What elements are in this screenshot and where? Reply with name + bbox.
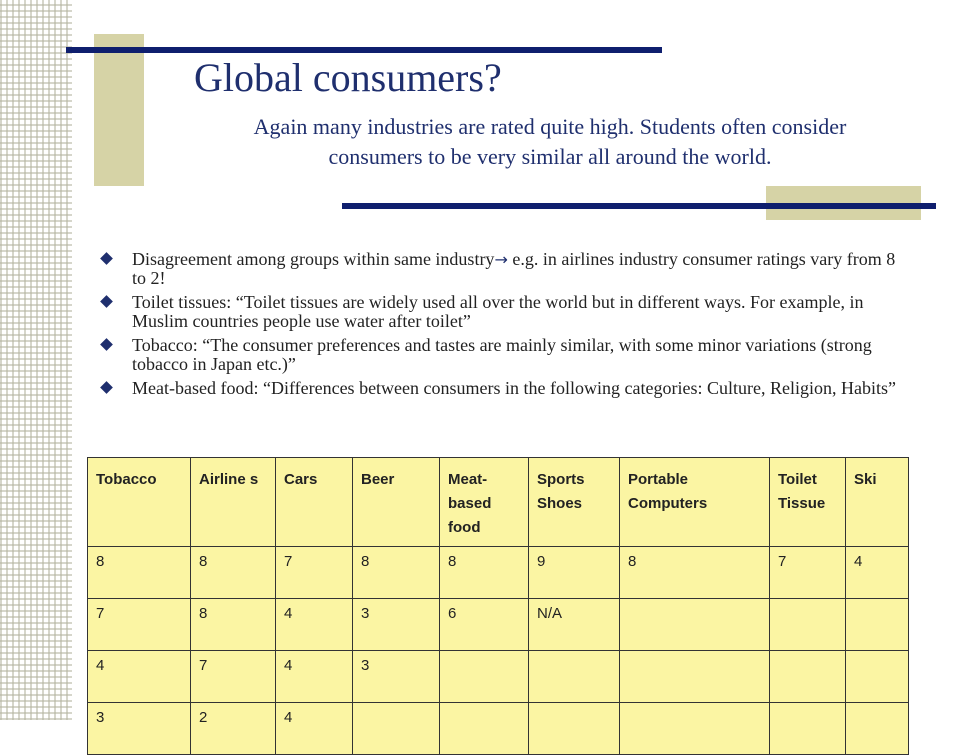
table-row: [88, 599, 909, 651]
bullet-text: Disagreement among groups within same industry: [132, 249, 495, 269]
bullet-item: [100, 336, 905, 374]
slide-title: Global consumers?: [194, 55, 502, 100]
table-cell: [770, 703, 846, 755]
slide-subtitle: Again many industries are rated quite high. Students often consider consumers to be very similar all around the world.: [253, 114, 847, 169]
column-header: Airline s: [191, 458, 276, 547]
table-row: [88, 547, 909, 599]
diamond-bullet-icon: [100, 338, 113, 351]
column-header: Beer: [353, 458, 440, 547]
table-cell: 3: [353, 599, 440, 651]
table-cell: [440, 651, 529, 703]
table-cell: N/A: [529, 599, 620, 651]
table-cell: 6: [440, 599, 529, 651]
table-cell: 4: [276, 703, 353, 755]
column-header: Ski: [846, 458, 909, 547]
table-cell: [620, 703, 770, 755]
table-row: [88, 651, 909, 703]
table-header-row: [88, 458, 909, 547]
bullet-item: [100, 379, 905, 398]
table-cell: 8: [191, 599, 276, 651]
table-cell: 8: [191, 547, 276, 599]
bullet-text: Toilet tissues: “Toilet tissues are widely used all over the world but in different ways. For example, in Muslim countries people use water after toilet”: [132, 292, 864, 331]
bullet-item: [100, 250, 905, 288]
table-cell: 3: [88, 703, 191, 755]
table-cell: 9: [529, 547, 620, 599]
table-cell: [529, 651, 620, 703]
column-header: Sports Shoes: [529, 458, 620, 547]
table-cell: 4: [276, 651, 353, 703]
bullet-text: Tobacco: “The consumer preferences and tastes are mainly similar, with some minor variations (strong tobacco in Japan etc.)”: [132, 335, 872, 374]
diamond-bullet-icon: [100, 295, 113, 308]
table-cell: [846, 599, 909, 651]
table-cell: 8: [353, 547, 440, 599]
bullet-text: e.g. in airlines industry consumer ratings vary from 8 to 2!: [132, 249, 896, 288]
diamond-bullet-icon: [100, 252, 113, 265]
table-cell: [770, 599, 846, 651]
table-cell: [620, 651, 770, 703]
table-cell: 7: [276, 547, 353, 599]
left-decorative-pattern: [0, 0, 72, 720]
column-header: Meat-based food: [440, 458, 529, 547]
table-cell: [440, 703, 529, 755]
table-cell: [846, 651, 909, 703]
table-cell: 7: [191, 651, 276, 703]
bullet-list: [100, 250, 905, 403]
table-cell: [620, 599, 770, 651]
column-header: Tobacco: [88, 458, 191, 547]
right-arrow-icon: →: [494, 250, 508, 269]
decorative-line-bottom: [342, 203, 936, 209]
table-cell: [770, 651, 846, 703]
table-cell: 4: [276, 599, 353, 651]
ratings-table: [87, 457, 909, 755]
table-cell: 4: [846, 547, 909, 599]
column-header: Cars: [276, 458, 353, 547]
decorative-bar-left: [94, 34, 144, 186]
table-cell: 7: [770, 547, 846, 599]
column-header: Toilet Tissue: [770, 458, 846, 547]
table-cell: 7: [88, 599, 191, 651]
column-header: Portable Computers: [620, 458, 770, 547]
table-row: [88, 703, 909, 755]
table-cell: [846, 703, 909, 755]
table-cell: 8: [88, 547, 191, 599]
table-cell: 2: [191, 703, 276, 755]
table-cell: [529, 703, 620, 755]
decorative-line-top: [66, 47, 662, 53]
table-cell: 3: [353, 651, 440, 703]
bullet-text: Meat-based food: “Differences between consumers in the following categories: Culture, Religion, Habits”: [132, 378, 896, 398]
table-cell: 4: [88, 651, 191, 703]
table-cell: [353, 703, 440, 755]
table-cell: 8: [620, 547, 770, 599]
bullet-item: [100, 293, 905, 331]
table-cell: 8: [440, 547, 529, 599]
diamond-bullet-icon: [100, 381, 113, 394]
